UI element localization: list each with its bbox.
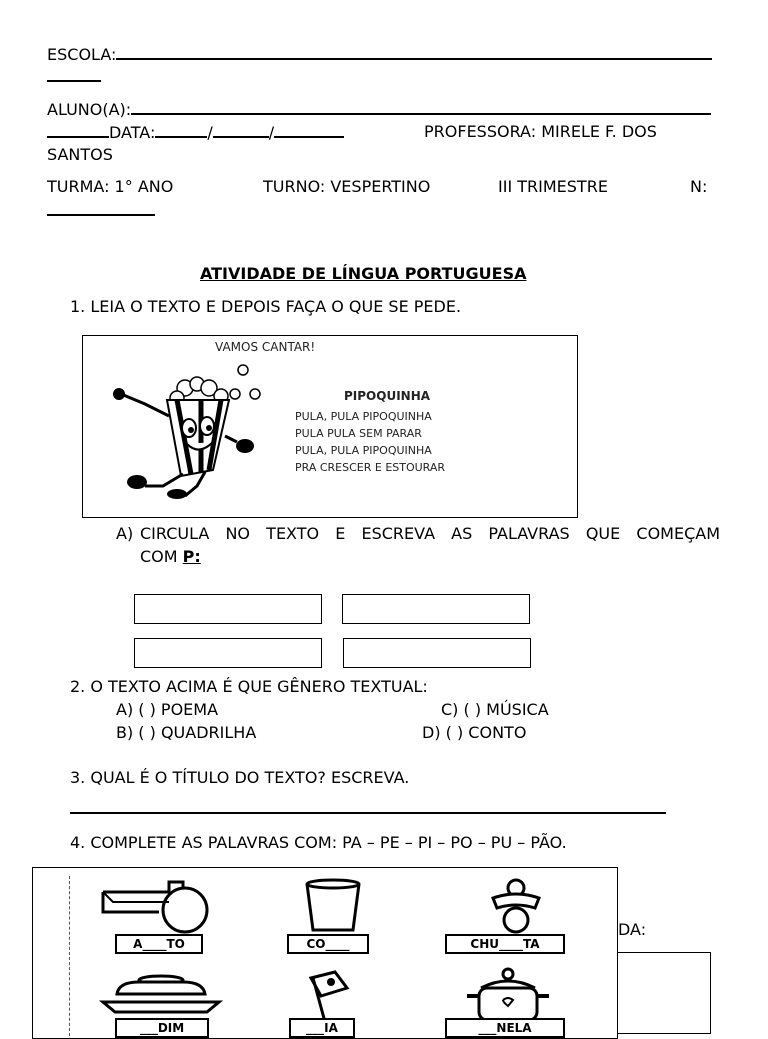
behind-text: DA: bbox=[618, 920, 647, 939]
escola-blank[interactable] bbox=[116, 44, 712, 60]
aluno-label: ALUNO(A): bbox=[47, 100, 132, 119]
q2-option-d[interactable]: D) ( ) CONTO bbox=[422, 723, 527, 742]
turno: TURNO: VESPERTINO bbox=[263, 177, 431, 196]
behind-box bbox=[612, 952, 711, 1034]
poem-title: PIPOQUINHA bbox=[344, 389, 431, 403]
label-panela[interactable]: ___NELA bbox=[445, 1018, 565, 1038]
q2-option-c[interactable]: C) ( ) MÚSICA bbox=[441, 700, 549, 719]
data-line bbox=[47, 122, 344, 142]
q4-text: 4. COMPLETE AS PALAVRAS COM: PA – PE – PI – PO – PU – PÃO. bbox=[70, 833, 567, 852]
q1a-marker: A) bbox=[116, 524, 134, 543]
numero-blank[interactable] bbox=[47, 200, 155, 220]
q2-option-b[interactable]: B) ( ) QUADRILHA bbox=[116, 723, 257, 742]
slash: / bbox=[268, 123, 275, 142]
escola-label: ESCOLA: bbox=[47, 45, 117, 64]
aluno-line bbox=[47, 99, 711, 119]
q4-image bbox=[32, 867, 618, 1039]
whistle-icon bbox=[99, 878, 219, 934]
answer-box[interactable] bbox=[343, 638, 531, 668]
q3-answer-line[interactable] bbox=[70, 812, 666, 814]
professora: PROFESSORA: MIRELE F. DOS bbox=[424, 122, 657, 141]
escola-blank-cont bbox=[47, 66, 101, 86]
poem-line: PRA CRESCER E ESTOURAR bbox=[295, 461, 446, 474]
escola-line bbox=[47, 44, 712, 64]
label-apito[interactable]: A____TO bbox=[115, 934, 203, 954]
pacifier-icon bbox=[481, 876, 551, 934]
data-day-blank[interactable] bbox=[155, 122, 207, 138]
pudding-icon bbox=[99, 972, 223, 1020]
q2-option-a[interactable]: A) ( ) POEMA bbox=[116, 700, 219, 719]
activity-title: ATIVIDADE DE LÍNGUA PORTUGUESA bbox=[200, 264, 527, 283]
answer-box[interactable] bbox=[342, 594, 530, 624]
answer-box[interactable] bbox=[134, 638, 322, 668]
q2-text: 2. O TEXTO ACIMA É QUE GÊNERO TEXTUAL: bbox=[70, 677, 428, 696]
data-year-blank[interactable] bbox=[274, 122, 344, 138]
q3-text: 3. QUAL É O TÍTULO DO TEXTO? ESCREVA. bbox=[70, 768, 410, 787]
label-copo[interactable]: CO____ bbox=[287, 934, 369, 954]
q1a-line1: CIRCULA NO TEXTO E ESCREVA AS PALAVRAS QUE COMEÇAM bbox=[140, 524, 720, 543]
q1a-line2 bbox=[140, 547, 201, 566]
flag-icon bbox=[299, 968, 359, 1024]
aluno-blank[interactable] bbox=[131, 99, 711, 115]
q1-text: 1. LEIA O TEXTO E DEPOIS FAÇA O QUE SE PEDE. bbox=[70, 297, 462, 316]
poem-line: PULA, PULA PIPOQUINHA bbox=[295, 444, 432, 457]
slash: / bbox=[207, 123, 213, 142]
trimestre: III TRIMESTRE bbox=[498, 177, 608, 196]
data-month-blank[interactable] bbox=[213, 122, 269, 138]
popcorn-illustration bbox=[105, 364, 265, 499]
q1a-letter: P: bbox=[182, 547, 201, 566]
poem-image bbox=[82, 335, 578, 518]
cup-icon bbox=[303, 878, 363, 934]
label-pudim[interactable]: ___DIM bbox=[115, 1018, 209, 1038]
poem-line: PULA PULA SEM PARAR bbox=[295, 427, 422, 440]
numero-label: N: bbox=[690, 177, 708, 196]
poem-heading: VAMOS CANTAR! bbox=[215, 340, 316, 354]
poem-line: PULA, PULA PIPOQUINHA bbox=[295, 410, 432, 423]
answer-box[interactable] bbox=[134, 594, 322, 624]
professora-cont: SANTOS bbox=[47, 145, 113, 164]
data-label: DATA: bbox=[109, 123, 156, 142]
pot-icon bbox=[463, 966, 553, 1024]
label-chupeta[interactable]: CHU____TA bbox=[445, 934, 565, 954]
turma: TURMA: 1° ANO bbox=[47, 177, 174, 196]
label-bandeira[interactable]: ___IA bbox=[289, 1018, 355, 1038]
q1a-com: COM bbox=[140, 547, 183, 566]
